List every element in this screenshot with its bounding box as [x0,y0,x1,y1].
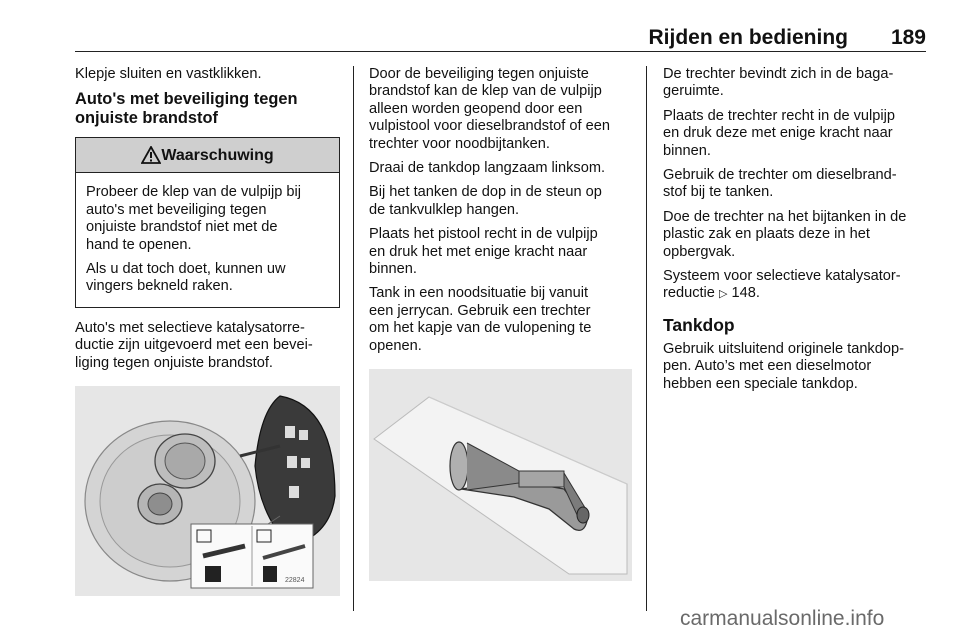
col2-text-4: Plaats het pistool recht in de vulpijp en druk het met enige kracht naar binnen. [369,226,598,278]
col3-text-5 [663,268,928,304]
section-heading: Auto's met beveiliging tegen onjuiste brandstof [75,90,298,128]
header-divider [75,51,926,52]
col3-text-1: De trechter bevindt zich in de baga- geruimte. [663,66,894,100]
column-3 [663,66,928,400]
column-divider-1 [353,66,354,611]
column-2 [369,66,634,581]
funnel-figure [369,369,632,581]
tankdop-heading: Tankdop [663,314,735,335]
warning-triangle-icon [141,146,161,164]
figure-code: 22824 [285,577,305,585]
page-header [75,26,926,52]
col3-text-2: Plaats de trechter recht in de vulpijp en druk deze met enige kracht naar binnen. [663,107,896,159]
warning-title: Waarschuwing [161,146,274,164]
column-1 [75,66,340,596]
col2-text-1: Door de beveiliging tegen onjuiste brandstof kan de klep van de vulpijp alleen worden geopend door een vulpistool voor dieselbrandstof of een trechter voor noodbijtanken. [369,66,610,152]
col2-text-3: Bij het tanken de dop in de steun op de tankvulklep hangen. [369,184,602,218]
col2-text-2: Draai de tankdop langzaam linksom. [369,160,606,177]
fuel-flap-figure [75,386,340,596]
page-number: 189 [890,26,926,49]
scr-reference-text: Systeem voor selectieve katalysator- reductie [663,268,901,302]
col3-text-6: Gebruik uitsluitend originele tankdop- pen. Auto’s met een dieselmotor hebben een speciale tankdop. [663,340,904,392]
warning-header [76,138,339,173]
warning-text-1: Probeer de klep van de vulpijp bij auto's met beveiliging tegen onjuiste brandstof niet met de hand te openen. [86,184,301,253]
intro-text: Klepje sluiten en vastklikken. [75,66,262,82]
page-reference-arrow-icon: ▷ [718,288,728,301]
scr-paragraph: Auto's met selectieve katalysatorre- ductie zijn uitgevoerd met een bevei- liging tegen onjuiste brandstof. [75,319,313,371]
column-divider-2 [646,66,647,611]
warning-text-2: Als u dat toch doet, kunnen uw vingers bekneld raken. [86,261,286,295]
fuel-flap-illustration [75,386,340,596]
watermark: carmanualsonline.info [680,607,885,630]
col2-text-5: Tank in een noodsituatie bij vanuit een jerrycan. Gebruik een trechter om het kapje van de vulopening te openen. [369,285,592,354]
funnel-illustration [369,369,632,581]
warning-body [76,173,339,306]
col3-text-4: Doe de trechter na het bijtanken in de plastic zak en plaats deze in het opbergvak. [663,208,907,260]
chapter-title: Rijden en bediening [648,26,848,49]
col3-text-3: Gebruik de trechter om dieselbrand- stof bij te tanken. [663,167,897,201]
warning-box [75,137,340,307]
scr-page-reference-link[interactable]: 148. [731,285,760,302]
